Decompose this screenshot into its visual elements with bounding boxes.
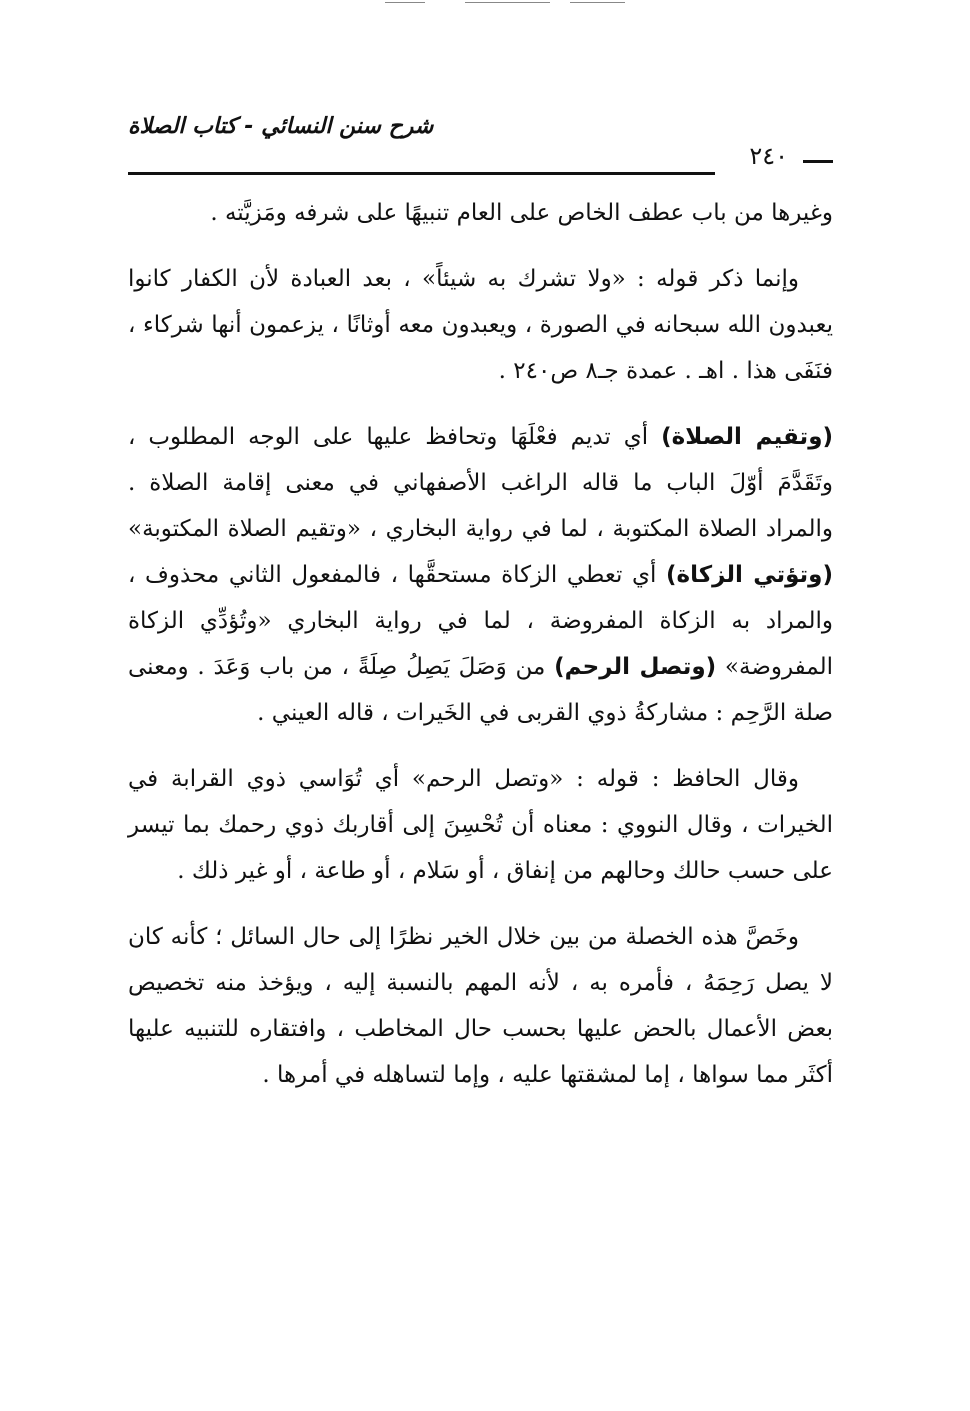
top-edge-mark bbox=[570, 2, 625, 3]
hadith-term: (وتقيم الصلاة) bbox=[661, 424, 833, 450]
paragraph-text: من وَصَلَ يَصِلُ صِلَةً ، من باب وَعَدَ . ومعنى صلة الرَّحِم : مشاركةُ ذوي القربى في الخَيرات ، قاله العيني . bbox=[128, 654, 833, 726]
paragraph-text: وخَصَّ هذه الخصلة من بين خلال الخير نظرًا إلى حال السائل ؛ كأنه كان لا يصل رَحِمَهُ ، فأمره به ، لأنه المهم بالنسبة إليه ، ويؤخذ منه تخصيص بعض الأعمال بالحض عليها بحسب حال المخاطب ، وافتقاره للتنبيه عليها أكثَر مما سواها ، إما لمشقتها عليه ، وإما لتساهله في أمرها . bbox=[128, 924, 833, 1088]
paragraph-text: وغيرها من باب عطف الخاص على العام تنبيهًا على شرفه ومَزيَّته . bbox=[210, 200, 833, 226]
hadith-term: (وتصل الرحم) bbox=[554, 654, 717, 680]
paragraph-text: وقال الحافظ : قوله : «وتصل الرحم» أي تُوَاسي ذوي القرابة في الخيرات ، وقال النووي : معناه أن تُحْسِنَ إلى أقاربك ذوي رحمك بما تيسر على حسب حالك وحالهم من إنفاق ، أو سَلام ، أو طاعة ، أو غير ذلك . bbox=[128, 766, 833, 884]
page-number-dash bbox=[803, 160, 833, 163]
body-text bbox=[128, 190, 833, 1118]
paragraph-text: أي تعطي الزكاة مستحقَّها ، فالمفعول الثاني محذوف ، والمراد به الزكاة المفروضة ، لما في رواية البخاري «وتُؤدِّي الزكاة المفروضة» bbox=[128, 562, 833, 680]
top-edge-mark bbox=[385, 2, 425, 3]
top-edge-marks bbox=[385, 0, 625, 6]
paragraph bbox=[128, 256, 833, 394]
page-header bbox=[128, 108, 833, 178]
hadith-term: (وتؤتي الزكاة) bbox=[665, 562, 833, 588]
paragraph-text: أي تديم فعْلَهَا وتحافظ عليها على الوجه المطلوب ، وتَقَدَّمَ أوّلَ الباب ما قاله الراغب الأصفهاني في معنى إقامة الصلاة . والمراد الصلاة المكتوبة ، لما في رواية البخاري ، «وتقيم الصلاة المكتوبة» bbox=[128, 424, 833, 542]
paragraph bbox=[128, 190, 833, 236]
top-edge-mark bbox=[465, 2, 550, 3]
paragraph bbox=[128, 914, 833, 1098]
page-number: ٢٤٠ bbox=[749, 142, 788, 170]
running-title: شرح سنن النسائي - كتاب الصلاة bbox=[128, 114, 434, 139]
header-rule bbox=[128, 172, 715, 175]
paragraph-text: وإنما ذكر قوله : «ولا تشرك به شيئاً» ، بعد العبادة لأن الكفار كانوا يعبدون الله سبحانه في الصورة ، ويعبدون معه أوثانًا ، يزعمون أنها شركاء ، فنَفَى هذا . اهـ . عمدة جـ٨ ص٢٤٠ . bbox=[128, 266, 833, 384]
paragraph bbox=[128, 414, 833, 736]
paragraph bbox=[128, 756, 833, 894]
